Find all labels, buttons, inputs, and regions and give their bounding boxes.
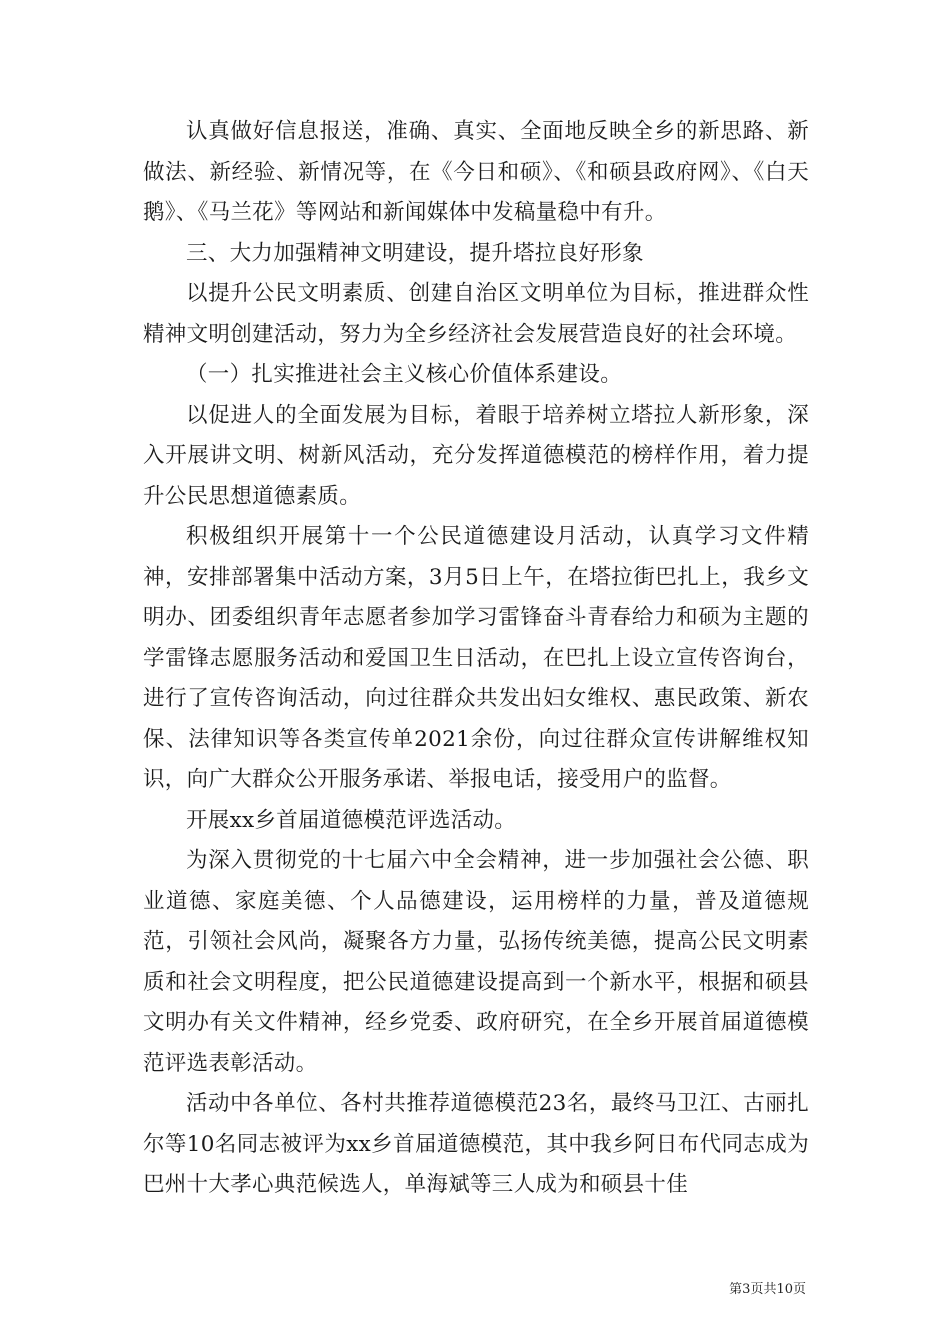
subsection-heading-one: （一）扎实推进社会主义核心价值体系建设。 bbox=[186, 362, 623, 387]
document-body bbox=[143, 112, 809, 1206]
paragraph-info-reporting: 认真做好信息报送，准确、真实、全面地反映全乡的新思路、新做法、新经验、新情况等，在《今日和硕》、《和硕县政府网》、《白天鹅》、《马兰花》等网站和新闻媒体中发稿量稳中有升。 bbox=[143, 119, 809, 225]
page-number: 第3页共10页 bbox=[729, 1282, 806, 1297]
paragraph-model-results: 活动中各单位、各村共推荐道德模范23名，最终马卫江、古丽扎尔等10名同志被评为xx乡首届道德模范，其中我乡阿日布代同志成为巴州十大孝心典范候选人，单海斌等三人成为和硕县十佳 bbox=[143, 1091, 809, 1197]
paragraph-model-selection-title: 开展xx乡首届道德模范评选活动。 bbox=[186, 807, 517, 833]
paragraph-development-goal: 以促进人的全面发展为目标，着眼于培养树立塔拉人新形象，深入开展讲文明、树新风活动，充分发挥道德模范的榜样作用，着力提升公民思想道德素质。 bbox=[143, 402, 809, 509]
paragraph-civic-goal: 以提升公民文明素质、创建自治区文明单位为目标，推进群众性精神文明创建活动，努力为全乡经济社会发展营造良好的社会环境。 bbox=[143, 281, 809, 347]
section-heading-three: 三、大力加强精神文明建设，提升塔拉良好形象 bbox=[186, 240, 644, 266]
paragraph-moral-month: 积极组织开展第十一个公民道德建设月活动，认真学习文件精神，安排部署集中活动方案，3月5日上午，在塔拉街巴扎上，我乡文明办、团委组织青年志愿者参加学习雷锋奋斗青春给力和硕为主题的学雷锋志愿服务活动和爱国卫生日活动，在巴扎上设立宣传咨询台，进行了宣传咨询活动，向过往群众共发出妇女维权、惠民政策、新农保、法律知识等各类宣传单2021余份，向过往群众宣传讲解维权知识，向广大群众公开服务承诺、举报电话，接受用户的监督。 bbox=[143, 524, 809, 792]
paragraph-plenary-spirit: 为深入贯彻党的十七届六中全会精神，进一步加强社会公德、职业道德、家庭美德、个人品德建设，运用榜样的力量，普及道德规范，引领社会风尚，凝聚各方力量，弘扬传统美德，提高公民文明素质和社会文明程度，把公民道德建设提高到一个新水平，根据和硕县文明办有关文件精神，经乡党委、政府研究，在全乡开展首届道德模范评选表彰活动。 bbox=[143, 848, 809, 1076]
